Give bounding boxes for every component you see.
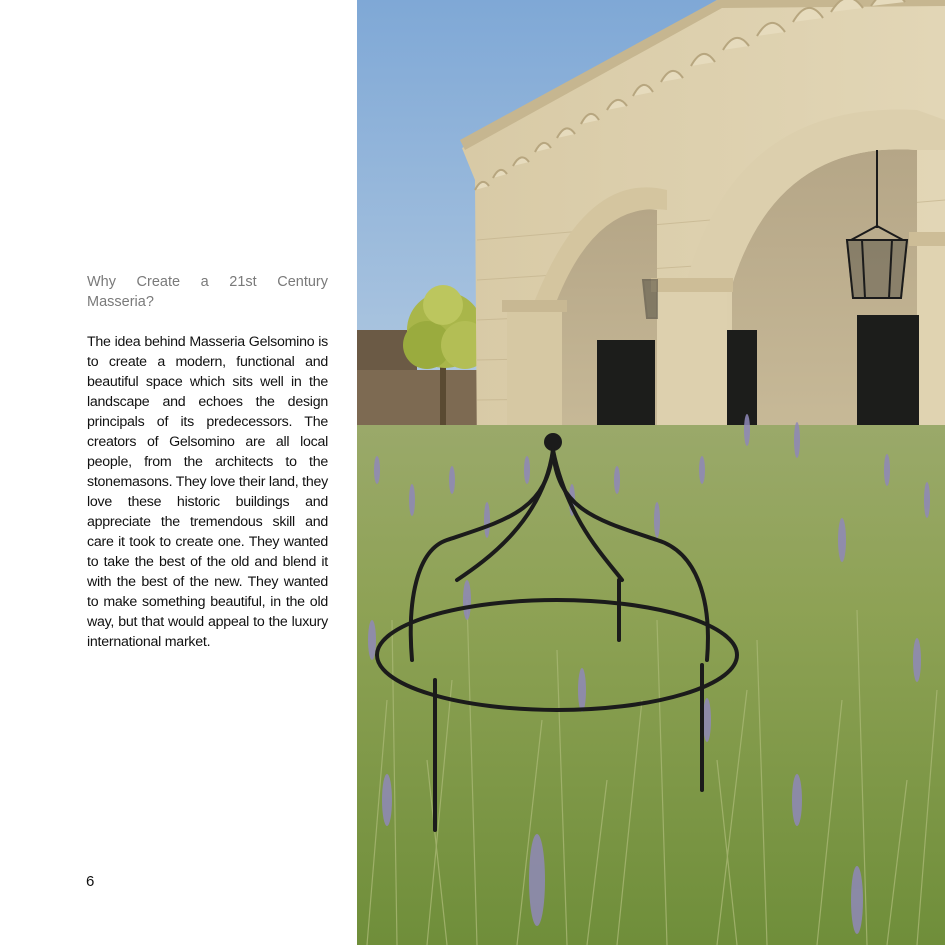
text-column — [87, 272, 328, 652]
article-body: The idea behind Masseria Gelsomino is to create a modern, functional and beautiful space which sits well in the landscape and echoes the design principals of its predecessors. The creators of Gelsomino are all local people, from the architects to the stonemasons. They love their land, they love these historic buildings and appreciate the tremendous skill and care it took to create one. They wanted to take the best of the old and blend it with the best of the new. They wanted to make something beautiful, in the old way, but that would appeal to the luxury international market. — [87, 334, 328, 650]
masseria-photo — [357, 0, 945, 945]
article-heading: Why Create a 21st Century Masseria? — [87, 274, 328, 310]
page-number: 6 — [86, 873, 95, 890]
